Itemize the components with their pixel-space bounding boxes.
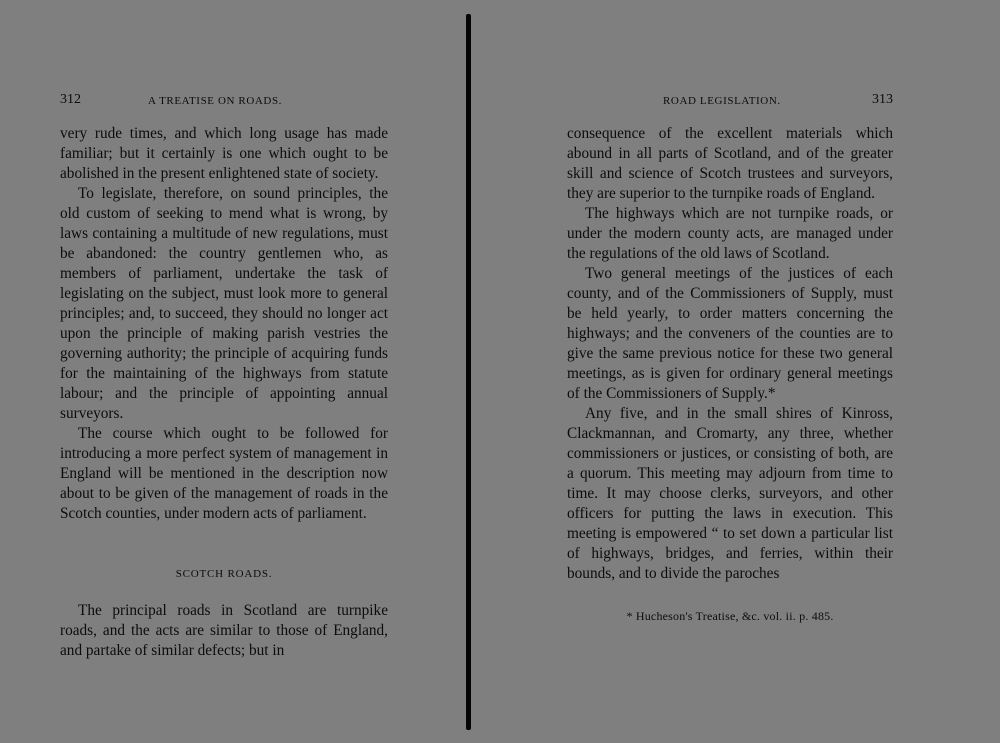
right-running-head: ROAD LEGISLATION. (663, 95, 781, 107)
right-page-number: 313 (872, 92, 893, 107)
paragraph: The principal roads in Scotland are turnpike roads, and the acts are similar to those of England, and partake of similar defects; but in (60, 602, 388, 659)
book-gutter (466, 14, 471, 730)
left-page-number: 312 (60, 92, 81, 107)
left-running-head: A TREATISE ON ROADS. (148, 95, 283, 107)
paragraph: Any five, and in the small shires of Kinross, Clackmannan, and Cromarty, any three, whether commissioners or justices, or consisting of both, are a quorum. This meeting may adjourn from time to time. It may choose clerks, surveyors, and other officers for putting the laws in execution. This meeting is empowered “ to set down a particular list of highways, bridges, and ferries, within their bounds, and to divide the paroches (567, 405, 893, 582)
left-page-body (60, 124, 388, 661)
paragraph: The course which ought to be followed for introducing a more perfect system of management in England will be mentioned in the description now about to be given of the management of roads in the Scotch counties, under modern acts of parliament. (60, 425, 388, 522)
left-page-header (60, 94, 388, 114)
footnote: * Hucheson's Treatise, &c. vol. ii. p. 485. (626, 609, 834, 623)
paragraph: Two general meetings of the justices of each county, and of the Commissioners of Supply, must be held yearly, to order matters concerning the highways; and the conveners of the counties are to give the same previous notice for these two general meetings, as is given for ordinary general meetings of the Commissioners of Supply.* (567, 265, 893, 402)
paragraph: very rude times, and which long usage has made familiar; but it certainly is one which ought to be abolished in the present enlightened state of society. (60, 125, 388, 182)
paragraph: The highways which are not turnpike roads, or under the modern county acts, are managed under the regulations of the old laws of Scotland. (567, 205, 893, 262)
right-page-header (567, 94, 893, 114)
right-page-body (567, 124, 893, 626)
paragraph: To legislate, therefore, on sound principles, the old custom of seeking to mend what is wrong, by laws containing a multitude of new regulations, must be abandoned: the country gentlemen who, as members of parliament, undertake the task of legislating on the subject, must look more to general principles; and, to succeed, they should no longer act upon the principle of making parish vestries the governing authority; the principle of acquiring funds for the maintaining of the highways from statute labour; and the principle of appointing annual surveyors. (60, 185, 388, 422)
left-page (60, 94, 388, 661)
section-heading: SCOTCH ROADS. (175, 568, 273, 580)
paragraph: consequence of the excellent materials which abound in all parts of Scotland, and of the greater skill and science of Scotch trustees and surveyors, they are superior to the turnpike roads of England. (567, 125, 893, 202)
right-page (567, 94, 893, 626)
